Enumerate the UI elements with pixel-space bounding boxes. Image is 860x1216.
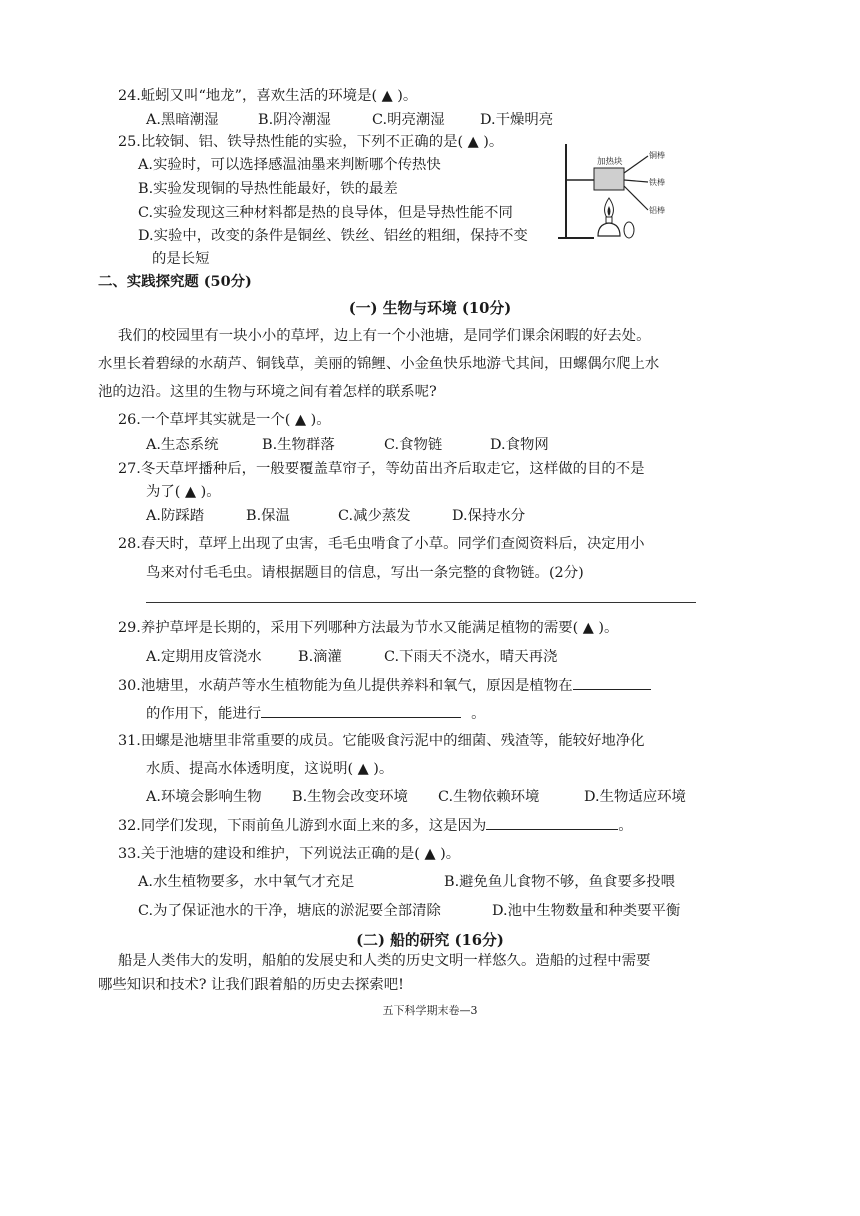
q33-option-b: B.避免鱼儿食物不够，鱼食要多投喂 bbox=[444, 874, 676, 890]
heat-conduction-apparatus-figure bbox=[548, 140, 668, 248]
q29-stem: 29.养护草坪是长期的，采用下列哪种方法最为节水又能满足植物的需要( ▲ )。 bbox=[118, 620, 619, 636]
q24-option-d: D.干燥明亮 bbox=[480, 112, 554, 128]
q26-option-d: D.食物网 bbox=[490, 437, 549, 453]
q33-option-a: A.水生植物要多，水中氧气才充足 bbox=[138, 874, 355, 890]
q31-option-a: A.环境会影响生物 bbox=[146, 789, 262, 805]
q30-text-2: 的作用下，能进行 bbox=[146, 706, 262, 722]
q31-stem-line1: 31.田螺是池塘里非常重要的成员。它能吸食污泥中的细菌、残渣等，能较好地净化 bbox=[118, 733, 645, 749]
q33-stem: 33.关于池塘的建设和维护，下列说法正确的是( ▲ )。 bbox=[118, 846, 461, 862]
q32-line bbox=[118, 815, 633, 836]
q30-line1 bbox=[118, 675, 651, 696]
q24-option-a: A.黑暗潮湿 bbox=[146, 112, 219, 128]
q27-option-b: B.保温 bbox=[246, 508, 290, 524]
q27-option-c: C.减少蒸发 bbox=[338, 508, 411, 524]
section2-title: (二) 船的研究 (16分) bbox=[356, 932, 504, 949]
q26-option-c: C.食物链 bbox=[384, 437, 443, 453]
q31-option-c: C.生物依赖环境 bbox=[438, 789, 540, 805]
copper-rod-label: 铜棒 bbox=[649, 151, 665, 160]
q24-option-c: C.明亮潮湿 bbox=[372, 112, 445, 128]
q30-blank-2[interactable] bbox=[261, 703, 461, 718]
q30-blank-1[interactable] bbox=[573, 675, 651, 690]
q24-option-b: B.阴冷潮湿 bbox=[258, 112, 331, 128]
q30-line2 bbox=[146, 703, 486, 724]
section2-intro-line1: 船是人类伟大的发明，船舶的发展史和人类的历史文明一样悠久。造船的过程中需要 bbox=[118, 953, 651, 969]
q33-option-c: C.为了保证池水的干净，塘底的淤泥要全部清除 bbox=[138, 903, 441, 919]
q24-stem: 24.蚯蚓又叫“地龙”，喜欢生活的环境是( ▲ )。 bbox=[118, 88, 418, 104]
q31-option-b: B.生物会改变环境 bbox=[292, 789, 408, 805]
section1-title: (一) 生物与环境 (10分) bbox=[348, 300, 512, 317]
iron-rod-label: 铁棒 bbox=[649, 178, 665, 187]
q29-option-a: A.定期用皮管浇水 bbox=[146, 649, 262, 665]
q33-option-d: D.池中生物数量和种类要平衡 bbox=[492, 903, 681, 919]
section2-intro-line2: 哪些知识和技术? 让我们跟着船的历史去探索吧! bbox=[98, 977, 404, 993]
q29-option-b: B.滴灌 bbox=[298, 649, 342, 665]
q25-option-d: D.实验中，改变的条件是铜丝、铁丝、铝丝的粗细，保持不变 bbox=[138, 228, 528, 244]
q29-option-c: C.下雨天不浇水，晴天再浇 bbox=[384, 649, 558, 665]
q25-option-d-cont: 的是长短 bbox=[152, 251, 210, 267]
section1-intro-line3: 池的边沿。这里的生物与环境之间有着怎样的联系呢? bbox=[98, 384, 437, 400]
page-footer: 五下科学期末卷—3 bbox=[382, 1004, 478, 1017]
q32-period: 。 bbox=[618, 818, 633, 834]
aluminum-rod-label: 铝棒 bbox=[649, 206, 665, 215]
q25-option-a: A.实验时，可以选择感温油墨来判断哪个传热快 bbox=[138, 157, 441, 173]
q26-option-b: B.生物群落 bbox=[262, 437, 335, 453]
q27-stem-line2: 为了( ▲ )。 bbox=[146, 484, 221, 500]
q28-stem-line2: 鸟来对付毛毛虫。请根据题目的信息，写出一条完整的食物链。(2分) bbox=[146, 565, 584, 581]
q32-blank[interactable] bbox=[486, 815, 618, 830]
heater-block-label: 加热块 bbox=[597, 157, 623, 167]
q30-period: 。 bbox=[471, 706, 486, 722]
q25-stem: 25.比较铜、铝、铁导热性能的实验，下列不正确的是( ▲ )。 bbox=[118, 134, 504, 150]
q32-text: 32.同学们发现，下雨前鱼儿游到水面上来的多，这是因为 bbox=[118, 818, 487, 834]
q25-option-b: B.实验发现铜的导热性能最好，铁的最差 bbox=[138, 181, 398, 197]
section1-intro-line2: 水里长着碧绿的水葫芦、铜钱草，美丽的锦鲤、小金鱼快乐地游弋其间，田螺偶尔爬上水 bbox=[98, 356, 660, 372]
q30-text-1: 30.池塘里，水葫芦等水生植物能为鱼儿提供养料和氧气，原因是植物在 bbox=[118, 678, 573, 694]
q28-stem-line1: 28.春天时，草坪上出现了虫害，毛毛虫啃食了小草。同学们查阅资料后，决定用小 bbox=[118, 536, 645, 552]
q31-stem-line2: 水质、提高水体透明度，这说明( ▲ )。 bbox=[146, 761, 394, 777]
q26-stem: 26.一个草坪其实就是一个( ▲ )。 bbox=[118, 412, 331, 428]
q27-stem-line1: 27.冬天草坪播种后，一般要覆盖草帘子，等幼苗出齐后取走它，这样做的目的不是 bbox=[118, 461, 645, 477]
part2-title: 二、实践探究题 (50分) bbox=[98, 273, 252, 290]
q25-option-c: C.实验发现这三种材料都是热的良导体，但是导热性能不同 bbox=[138, 205, 513, 221]
q27-option-a: A.防踩踏 bbox=[146, 508, 205, 524]
q31-option-d: D.生物适应环境 bbox=[584, 789, 686, 805]
q26-option-a: A.生态系统 bbox=[146, 437, 219, 453]
section1-intro-line1: 我们的校园里有一块小小的草坪，边上有一个小池塘，是同学们课余闲暇的好去处。 bbox=[118, 328, 651, 344]
q28-answer-line[interactable] bbox=[146, 602, 696, 603]
q27-option-d: D.保持水分 bbox=[452, 508, 526, 524]
